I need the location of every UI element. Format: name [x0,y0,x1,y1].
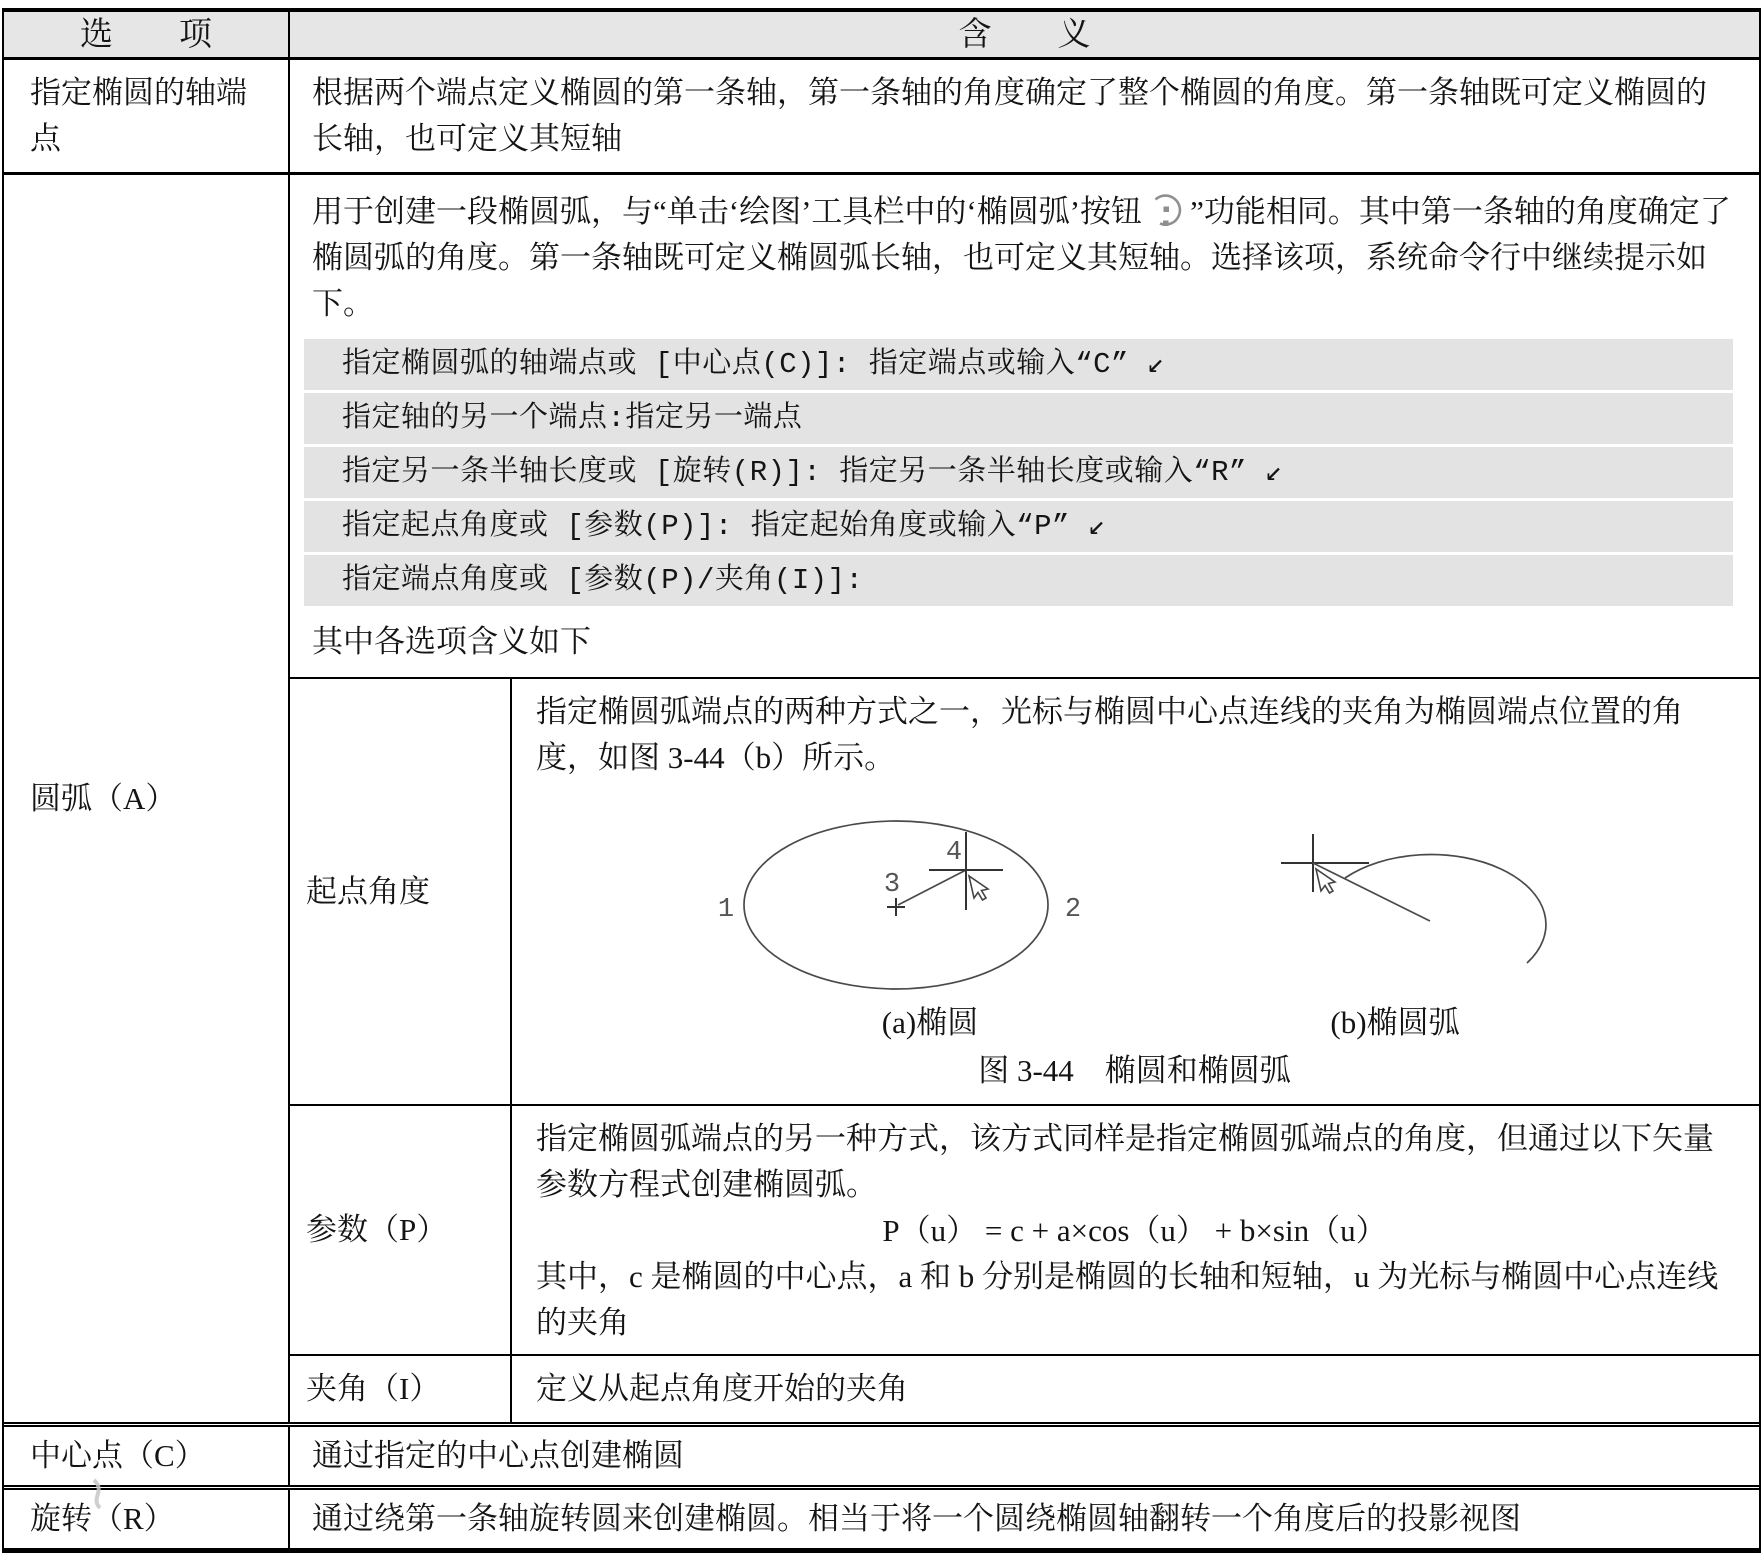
suboption-start-angle: 起点角度 [290,679,512,1104]
caption-a: (a)椭圆 [881,1005,979,1040]
subrow-start-angle [290,679,1759,1106]
command-line: 指定椭圆弧的轴端点或 [中心点(C)]: 指定端点或输入“C” ↙ [304,339,1733,390]
submeaning-included-angle: 定义从起点角度开始的夹角 [536,1371,908,1406]
subrow-parameter [290,1106,1759,1356]
parameter-text-2: 其中，c 是椭圆的中心点，a 和 b 分别是椭圆的长轴和短轴，u 为光标与椭圆中心点连线的夹角 [536,1259,1719,1340]
figure-3-44 [536,785,1733,1096]
point-label-4: 4 [945,838,963,868]
suboption-parameter: 参数（P） [290,1106,512,1354]
parameter-formula: P（u） = c + a×cos（u） + b×sin（u） [882,1213,1387,1248]
ellipse-arc-icon [1144,189,1188,231]
point-label-2: 2 [1064,895,1082,925]
meaning-center-point: 通过指定的中心点创建椭圆 [312,1438,684,1473]
row-arc [4,175,1759,1427]
row-center-point [4,1427,1759,1490]
meaning-axis-endpoint: 根据两个端点定义椭圆的第一条轴，第一条轴的角度确定了整个椭圆的角度。第一条轴既可定义椭圆的长轴，也可定义其短轴 [312,75,1707,156]
ellipse-a-drawing [718,821,1081,989]
submeaning-start-angle [512,679,1759,1104]
command-line: 指定轴的另一个端点:指定另一端点 [304,393,1733,444]
meaning-rotation: 通过绕第一条轴旋转圆来创建椭圆。相当于将一个圆绕椭圆轴翻转一个角度后的投影视图 [312,1501,1521,1536]
center-plus-marker [887,898,905,916]
caption-b: (b)椭圆弧 [1330,1005,1460,1040]
arc-intro-text-after: ”功能相同。其中第一条轴的角度确定了椭圆弧的角度。第一条轴既可定义椭圆弧长轴，也可定义其短轴。选择该项，系统命令行中继续提示如下。 [312,194,1731,321]
command-line: 指定端点角度或 [参数(P)/夹角(I)]: [304,555,1733,606]
point-label-1: 1 [717,895,735,925]
start-angle-text: 指定椭圆弧端点的两种方式之一，光标与椭圆中心点连线的夹角为椭圆端点位置的角度，如图 3-44（b）所示。 [536,694,1683,775]
row-axis-endpoint [4,60,1759,175]
header-option-cell: 选 项 [4,12,290,57]
parameter-text-1: 指定椭圆弧端点的另一种方式，该方式同样是指定椭圆弧端点的角度，但通过以下矢量参数方程式创建椭圆弧。 [536,1121,1714,1202]
crosshair-icon [929,832,1003,910]
cursor-icon [969,876,988,900]
arc-meaning-cell [290,175,1759,1422]
option-axis-endpoint: 指定椭圆的轴端点 [4,60,290,172]
arc-sub-table [290,677,1759,1422]
ellipse-arc-b-drawing [1281,834,1546,963]
scan-artifact [78,1478,138,1508]
figure-title: 图 3-44 椭圆和椭圆弧 [978,1053,1291,1088]
row-rotation [4,1490,1759,1548]
suboption-included-angle: 夹角（I） [290,1356,512,1422]
figure-subcaptions [536,1000,1733,1044]
option-arc: 圆弧（A） [4,175,290,1422]
submeaning-parameter [512,1106,1759,1354]
arc-intro-text-before: 用于创建一段椭圆弧，与“单击‘绘图’工具栏中的‘椭圆弧’按钮 [312,194,1143,229]
command-line: 指定另一条半轴长度或 [旋转(R)]: 指定另一条半轴长度或输入“R” ↙ [304,447,1733,498]
options-meaning-table [2,8,1761,1553]
radius-line-a [898,870,966,905]
header-meaning-cell: 含 义 [958,16,1091,53]
arc-curve [1345,855,1546,963]
command-line: 指定起点角度或 [参数(P)]: 指定起始角度或输入“P” ↙ [304,501,1733,552]
table-header-row [4,12,1759,60]
command-line-block [304,339,1733,606]
arc-intro-paragraph [290,175,1759,329]
subrow-included-angle [290,1356,1759,1422]
point-label-3: 3 [883,870,901,900]
option-rotation: 旋转（R） [4,1490,290,1548]
arc-note: 其中各选项含义如下 [312,624,591,659]
figure-drawing [536,785,1736,1000]
option-center-point: 中心点（C） [4,1427,290,1485]
